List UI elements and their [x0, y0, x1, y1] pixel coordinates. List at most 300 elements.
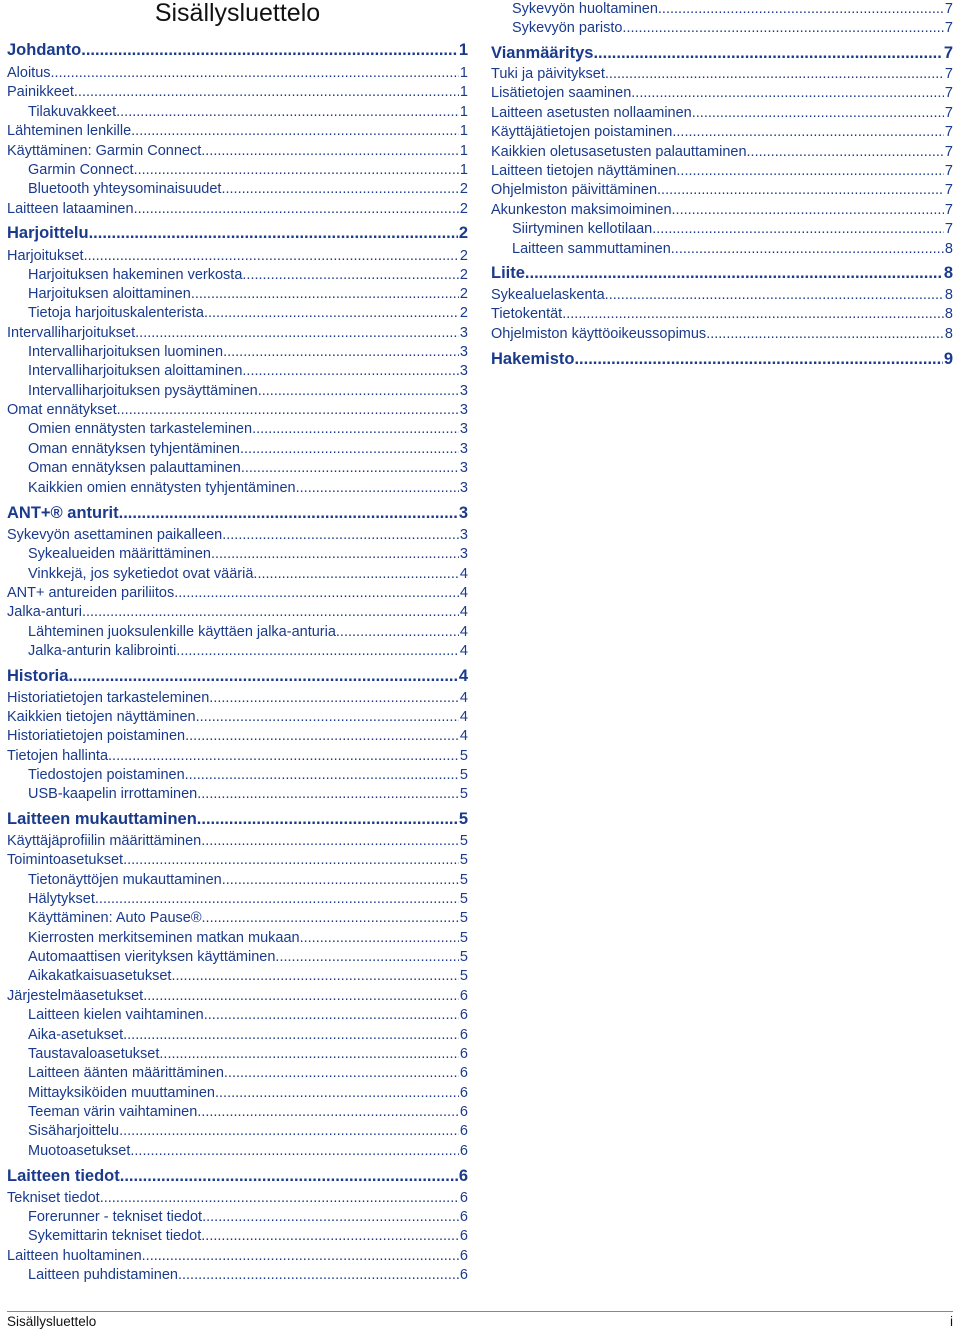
toc-entry[interactable]	[28, 304, 468, 322]
toc-entry[interactable]	[7, 603, 468, 621]
toc-entry-label: Hälytykset	[28, 891, 95, 907]
toc-entry-label: Aikakatkaisuasetukset	[28, 968, 172, 984]
toc-entry-page: 4	[459, 604, 468, 620]
toc-entry[interactable]	[491, 305, 953, 323]
toc-leader-dots	[51, 64, 459, 82]
toc-leader-dots	[185, 727, 459, 745]
toc-leader-dots	[74, 83, 459, 101]
toc-entry-page: 8	[944, 326, 953, 342]
toc-entry[interactable]	[28, 1006, 468, 1024]
toc-entry-label: Bluetooth yhteysominaisuudet	[28, 181, 222, 197]
toc-entry-page: 4	[459, 624, 468, 640]
toc-leader-dots	[747, 143, 944, 161]
toc-entry[interactable]	[28, 343, 468, 361]
toc-entry-page: 6	[459, 1123, 468, 1139]
toc-entry[interactable]	[28, 382, 468, 400]
toc-entry[interactable]	[7, 851, 468, 869]
toc-entry-page: 8	[943, 264, 953, 282]
toc-entry[interactable]	[28, 1045, 468, 1063]
toc-leader-dots	[201, 142, 459, 160]
toc-leader-dots	[692, 104, 944, 122]
toc-entry[interactable]	[28, 766, 468, 784]
toc-section-entry[interactable]	[491, 43, 953, 63]
toc-entry-page: 3	[459, 325, 468, 341]
toc-entry-page: 1	[459, 162, 468, 178]
toc-entry[interactable]	[512, 240, 953, 258]
toc-entry-page: 3	[459, 441, 468, 457]
toc-entry[interactable]	[28, 890, 468, 908]
toc-entry-label: Tilakuvakkeet	[28, 104, 117, 120]
toc-entry[interactable]	[28, 967, 468, 985]
toc-entry[interactable]	[7, 1247, 468, 1265]
toc-leader-dots	[142, 1247, 459, 1265]
toc-leader-dots	[82, 603, 459, 621]
toc-entry[interactable]	[7, 727, 468, 745]
toc-entry[interactable]	[28, 1084, 468, 1102]
toc-leader-dots	[658, 0, 944, 18]
toc-entry-page: 3	[459, 460, 468, 476]
toc-entry[interactable]	[7, 401, 468, 419]
toc-entry-label: Sisäharjoittelu	[28, 1123, 120, 1139]
toc-entry-label: Oman ennätyksen palauttaminen	[28, 460, 241, 476]
toc-leader-dots	[706, 325, 944, 343]
toc-entry-label: Laitteen huoltaminen	[7, 1248, 142, 1264]
toc-entry-page: 2	[459, 305, 468, 321]
toc-entry-label: Intervalliharjoitukset	[7, 325, 136, 341]
toc-entry[interactable]	[28, 1227, 468, 1245]
toc-leader-dots	[605, 65, 944, 83]
toc-entry[interactable]	[28, 440, 468, 458]
toc-entry-page: 4	[459, 690, 468, 706]
toc-entry-label: Toimintoasetukset	[7, 852, 124, 868]
toc-entry-page: 5	[459, 949, 468, 965]
toc-entry-page: 5	[458, 810, 468, 828]
toc-entry[interactable]	[28, 420, 468, 438]
toc-leader-dots	[241, 459, 459, 477]
toc-leader-dots	[95, 890, 459, 908]
toc-entry[interactable]	[28, 266, 468, 284]
toc-entry-page: 4	[459, 566, 468, 582]
toc-entry[interactable]	[28, 642, 468, 660]
toc-entry-label: Intervalliharjoituksen luominen	[28, 344, 224, 360]
toc-leader-dots	[89, 223, 458, 243]
toc-leader-dots	[84, 247, 459, 265]
toc-entry[interactable]	[28, 929, 468, 947]
toc-entry-page: 4	[459, 643, 468, 659]
toc-leader-dots	[223, 343, 459, 361]
toc-entry[interactable]	[7, 200, 468, 218]
toc-section-entry[interactable]	[7, 223, 468, 243]
toc-entry[interactable]	[7, 708, 468, 726]
toc-entry-page: 8	[944, 241, 953, 257]
toc-entry[interactable]	[28, 103, 468, 121]
toc-leader-dots	[222, 526, 459, 544]
toc-leader-dots	[652, 220, 944, 238]
toc-leader-dots	[275, 948, 459, 966]
toc-entry-page: 6	[459, 1209, 468, 1225]
toc-leader-dots	[562, 305, 944, 323]
toc-entry-page: 1	[459, 104, 468, 120]
toc-entry[interactable]	[7, 142, 468, 160]
toc-entry-label: Sykevyön asettaminen paikalleen	[7, 527, 223, 543]
toc-leader-dots	[296, 479, 459, 497]
toc-leader-dots	[197, 809, 458, 829]
toc-entry-page: 6	[459, 988, 468, 1004]
toc-entry[interactable]	[512, 0, 953, 18]
toc-leader-dots	[135, 324, 459, 342]
toc-entry-label: Sykevyön huoltaminen	[512, 1, 658, 17]
toc-leader-dots	[68, 666, 457, 686]
toc-leader-dots	[671, 240, 944, 258]
toc-entry[interactable]	[28, 362, 468, 380]
toc-entry-page: 3	[459, 421, 468, 437]
toc-entry[interactable]	[28, 459, 468, 477]
toc-entry-page: 1	[459, 84, 468, 100]
toc-entry-page: 5	[459, 872, 468, 888]
toc-entry[interactable]	[491, 162, 953, 180]
toc-entry-page: 5	[459, 767, 468, 783]
toc-entry-label: Harjoituksen aloittaminen	[28, 286, 191, 302]
toc-entry-label: Tekniset tiedot	[7, 1190, 100, 1206]
toc-entry[interactable]	[7, 689, 468, 707]
toc-leader-dots	[605, 286, 944, 304]
toc-entry-page: 6	[459, 1007, 468, 1023]
toc-section-entry[interactable]	[491, 349, 953, 369]
toc-entry-label: Historia	[7, 667, 69, 685]
toc-entry[interactable]	[28, 1142, 468, 1160]
toc-entry-page: 9	[943, 350, 953, 368]
toc-leader-dots	[131, 122, 459, 140]
toc-leader-dots	[242, 362, 459, 380]
toc-section-entry[interactable]	[491, 263, 953, 283]
toc-entry-page: 4	[459, 585, 468, 601]
toc-entry[interactable]	[28, 1122, 468, 1140]
toc-entry-label: Laitteen tietojen näyttäminen	[491, 163, 677, 179]
toc-entry-label: Siirtyminen kellotilaan	[512, 221, 653, 237]
toc-entry-page: 3	[459, 402, 468, 418]
toc-leader-dots	[123, 1026, 459, 1044]
toc-section-entry[interactable]	[7, 503, 468, 523]
toc-entry[interactable]	[28, 871, 468, 889]
toc-entry[interactable]	[28, 1266, 468, 1284]
toc-entry-label: Käyttäminen: Garmin Connect	[7, 143, 202, 159]
toc-entry-page: 2	[459, 286, 468, 302]
toc-leader-dots	[240, 440, 459, 458]
toc-entry-label: Harjoitukset	[7, 248, 84, 264]
toc-entry[interactable]	[28, 1026, 468, 1044]
toc-entry-label: USB-kaapelin irrottaminen	[28, 786, 198, 802]
toc-leader-dots	[204, 304, 459, 322]
toc-leader-dots	[336, 623, 459, 641]
toc-entry-label: Kierrosten merkitseminen matkan mukaan	[28, 930, 300, 946]
toc-leader-dots	[134, 161, 459, 179]
toc-entry-label: Jalka-anturi	[7, 604, 82, 620]
toc-leader-dots	[622, 19, 944, 37]
toc-entry-page: 6	[459, 1228, 468, 1244]
toc-leader-dots	[120, 1166, 458, 1186]
toc-entry-label: Tiedostojen poistaminen	[28, 767, 185, 783]
toc-entry-page: 4	[459, 709, 468, 725]
toc-entry-label: Teeman värin vaihtaminen	[28, 1104, 198, 1120]
toc-entry[interactable]	[491, 65, 953, 83]
footer-section-title: Sisällysluettelo	[7, 1314, 97, 1329]
toc-entry-page: 5	[459, 852, 468, 868]
toc-entry-label: Kaikkien oletusasetusten palauttaminen	[491, 144, 747, 160]
toc-leader-dots	[593, 43, 942, 63]
toc-entry-page: 2	[459, 248, 468, 264]
toc-entry-page: 5	[459, 930, 468, 946]
toc-entry[interactable]	[7, 324, 468, 342]
toc-leader-dots	[672, 123, 944, 141]
toc-entry-label: Historiatietojen poistaminen	[7, 728, 186, 744]
toc-entry-label: Automaattisen vierityksen käyttäminen	[28, 949, 276, 965]
toc-entry-page: 3	[459, 344, 468, 360]
toc-entry-label: Laitteen tiedot	[7, 1167, 120, 1185]
toc-entry[interactable]	[7, 83, 468, 101]
toc-entry-label: Sykealuelaskenta	[491, 287, 605, 303]
toc-entry[interactable]	[7, 584, 468, 602]
toc-entry-label: Lähteminen lenkille	[7, 123, 132, 139]
toc-leader-dots	[221, 180, 458, 198]
toc-entry-label: Laitteen mukauttaminen	[7, 810, 197, 828]
toc-entry[interactable]	[7, 122, 468, 140]
toc-entry-page: 7	[944, 85, 953, 101]
toc-entry-page: 6	[458, 1167, 468, 1185]
toc-entry-page: 5	[459, 891, 468, 907]
toc-leader-dots	[178, 1266, 459, 1284]
toc-entry-page: 7	[944, 163, 953, 179]
toc-entry-page: 5	[459, 786, 468, 802]
toc-entry-label: Tietonäyttöjen mukauttaminen	[28, 872, 222, 888]
toc-entry-label: Käyttäjätietojen poistaminen	[491, 124, 673, 140]
toc-entry[interactable]	[491, 286, 953, 304]
toc-entry-page: 7	[944, 20, 953, 36]
toc-entry-page: 4	[459, 728, 468, 744]
toc-entry-label: Intervalliharjoituksen pysäyttäminen	[28, 383, 258, 399]
toc-leader-dots	[252, 420, 459, 438]
toc-leader-dots	[209, 689, 459, 707]
toc-entry[interactable]	[491, 201, 953, 219]
toc-entry-label: Laitteen asetusten nollaaminen	[491, 105, 692, 121]
toc-leader-dots	[130, 1142, 459, 1160]
toc-entry[interactable]	[491, 181, 953, 199]
toc-leader-dots	[197, 1103, 459, 1121]
toc-leader-dots	[202, 909, 459, 927]
toc-entry[interactable]	[491, 123, 953, 141]
toc-entry-label: Laitteen äänten määrittäminen	[28, 1065, 224, 1081]
toc-leader-dots	[222, 871, 459, 889]
toc-entry[interactable]	[28, 948, 468, 966]
footer-divider	[7, 1311, 953, 1312]
toc-section-entry[interactable]	[7, 666, 468, 686]
toc-leader-dots	[574, 349, 942, 369]
toc-leader-dots	[174, 584, 459, 602]
toc-leader-dots	[119, 1122, 459, 1140]
toc-entry-label: ANT+® anturit	[7, 504, 119, 522]
toc-leader-dots	[253, 565, 459, 583]
toc-entry-page: 6	[459, 1085, 468, 1101]
toc-leader-dots	[258, 382, 459, 400]
toc-entry[interactable]	[28, 545, 468, 563]
toc-entry-page: 2	[459, 201, 468, 217]
toc-entry-label: Sykevyön paristo	[512, 20, 623, 36]
toc-entry-page: 7	[944, 221, 953, 237]
toc-leader-dots	[123, 851, 459, 869]
toc-leader-dots	[159, 1045, 459, 1063]
toc-entry-label: Taustavaloasetukset	[28, 1046, 160, 1062]
toc-entry[interactable]	[7, 832, 468, 850]
toc-entry[interactable]	[7, 64, 468, 82]
toc-entry[interactable]	[7, 987, 468, 1005]
toc-entry-label: Aika-asetukset	[28, 1027, 124, 1043]
toc-leader-dots	[117, 401, 459, 419]
toc-entry[interactable]	[491, 143, 953, 161]
toc-entry[interactable]	[491, 104, 953, 122]
toc-entry-label: Tuki ja päivitykset	[491, 66, 605, 82]
toc-entry-page: 8	[944, 306, 953, 322]
toc-entry-page: 5	[459, 748, 468, 764]
toc-leader-dots	[215, 1084, 459, 1102]
toc-entry-page: 1	[458, 41, 468, 59]
toc-leader-dots	[119, 503, 458, 523]
toc-entry[interactable]	[512, 19, 953, 37]
toc-entry[interactable]	[28, 565, 468, 583]
toc-leader-dots	[224, 1064, 459, 1082]
toc-leader-dots	[197, 785, 459, 803]
toc-leader-dots	[108, 747, 459, 765]
toc-leader-dots	[202, 1208, 459, 1226]
toc-entry-page: 6	[459, 1190, 468, 1206]
toc-entry[interactable]	[28, 623, 468, 641]
toc-entry[interactable]	[28, 909, 468, 927]
toc-entry-page: 3	[458, 504, 468, 522]
toc-entry-page: 5	[459, 910, 468, 926]
toc-entry-page: 1	[459, 123, 468, 139]
toc-entry-page: 8	[944, 287, 953, 303]
toc-entry-page: 7	[944, 124, 953, 140]
toc-entry-page: 6	[459, 1143, 468, 1159]
toc-leader-dots	[143, 987, 459, 1005]
toc-entry[interactable]	[28, 285, 468, 303]
toc-entry-label: Mittayksiköiden muuttaminen	[28, 1085, 215, 1101]
toc-entry[interactable]	[491, 325, 953, 343]
toc-entry[interactable]	[7, 247, 468, 265]
toc-entry-label: Tietojen hallinta	[7, 748, 109, 764]
toc-entry[interactable]	[28, 1208, 468, 1226]
toc-leader-dots	[204, 1006, 459, 1024]
toc-entry-page: 6	[459, 1065, 468, 1081]
toc-entry-label: Tietoja harjoituskalenterista	[28, 305, 204, 321]
toc-entry-label: Painikkeet	[7, 84, 74, 100]
toc-entry-page: 3	[459, 480, 468, 496]
toc-entry[interactable]	[28, 1103, 468, 1121]
toc-entry[interactable]	[28, 161, 468, 179]
toc-entry-label: Laitteen lataaminen	[7, 201, 134, 217]
toc-entry-page: 5	[459, 833, 468, 849]
toc-entry-page: 7	[943, 44, 953, 62]
toc-leader-dots	[300, 929, 459, 947]
toc-leader-dots	[211, 545, 459, 563]
toc-entry-label: Laitteen sammuttaminen	[512, 241, 671, 257]
toc-entry-label: Aloitus	[7, 65, 51, 81]
toc-entry-label: Lähteminen juoksulenkille käyttäen jalka-anturia	[28, 624, 336, 640]
toc-leader-dots	[176, 642, 459, 660]
toc-section-entry[interactable]	[7, 1166, 468, 1186]
toc-entry-page: 6	[459, 1248, 468, 1264]
toc-entry[interactable]	[28, 180, 468, 198]
toc-entry-label: Forerunner - tekniset tiedot	[28, 1209, 203, 1225]
toc-leader-dots	[185, 766, 459, 784]
toc-entry-page: 2	[459, 267, 468, 283]
toc-entry-label: Vianmääritys	[491, 44, 594, 62]
toc-entry-label: Harjoituksen hakeminen verkosta	[28, 267, 243, 283]
toc-entry-label: Akunkeston maksimoiminen	[491, 202, 672, 218]
toc-entry-page: 7	[944, 144, 953, 160]
toc-entry-label: Garmin Connect	[28, 162, 134, 178]
toc-leader-dots	[196, 708, 459, 726]
toc-entry-page: 3	[459, 363, 468, 379]
toc-entry-page: 1	[459, 143, 468, 159]
toc-entry[interactable]	[491, 84, 953, 102]
toc-leader-dots	[100, 1189, 459, 1207]
toc-leader-dots	[171, 967, 458, 985]
toc-entry-label: Järjestelmäasetukset	[7, 988, 144, 1004]
page-title: Sisällysluettelo	[154, 0, 321, 27]
toc-section-entry[interactable]	[7, 40, 468, 60]
toc-entry-label: Omat ennätykset	[7, 402, 117, 418]
toc-entry-label: Vinkkejä, jos syketiedot ovat vääriä	[28, 566, 254, 582]
toc-leader-dots	[201, 1227, 459, 1245]
toc-entry-page: 7	[944, 66, 953, 82]
toc-leader-dots	[525, 263, 943, 283]
toc-leader-dots	[81, 40, 458, 60]
toc-entry-label: Ohjelmiston päivittäminen	[491, 182, 658, 198]
toc-entry[interactable]	[28, 479, 468, 497]
toc-entry[interactable]	[7, 747, 468, 765]
toc-entry-page: 6	[459, 1104, 468, 1120]
toc-entry-label: Tietokentät	[491, 306, 563, 322]
toc-leader-dots	[672, 201, 944, 219]
toc-leader-dots	[676, 162, 944, 180]
toc-entry[interactable]	[7, 1189, 468, 1207]
toc-entry-page: 7	[944, 105, 953, 121]
toc-leader-dots	[191, 285, 459, 303]
toc-entry-page: 7	[944, 182, 953, 198]
toc-entry[interactable]	[28, 785, 468, 803]
toc-entry[interactable]	[7, 526, 468, 544]
toc-entry-page: 3	[459, 527, 468, 543]
toc-entry-label: Lisätietojen saaminen	[491, 85, 632, 101]
toc-entry-page: 1	[459, 65, 468, 81]
toc-entry-page: 6	[459, 1027, 468, 1043]
toc-section-entry[interactable]	[7, 809, 468, 829]
toc-leader-dots	[657, 181, 944, 199]
toc-entry-page: 3	[459, 546, 468, 562]
toc-entry-page: 5	[459, 968, 468, 984]
toc-entry-label: Liite	[491, 264, 525, 282]
toc-entry[interactable]	[512, 220, 953, 238]
toc-entry-label: Käyttäminen: Auto Pause®	[28, 910, 202, 926]
toc-entry-page: 2	[458, 224, 468, 242]
toc-entry[interactable]	[28, 1064, 468, 1082]
toc-entry-label: Sykemittarin tekniset tiedot	[28, 1228, 202, 1244]
toc-entry-page: 6	[459, 1267, 468, 1283]
footer-page-number: i	[950, 1314, 953, 1329]
toc-entry-label: ANT+ antureiden pariliitos	[7, 585, 175, 601]
toc-leader-dots	[134, 200, 459, 218]
toc-leader-dots	[631, 84, 944, 102]
toc-entry-label: Hakemisto	[491, 350, 575, 368]
